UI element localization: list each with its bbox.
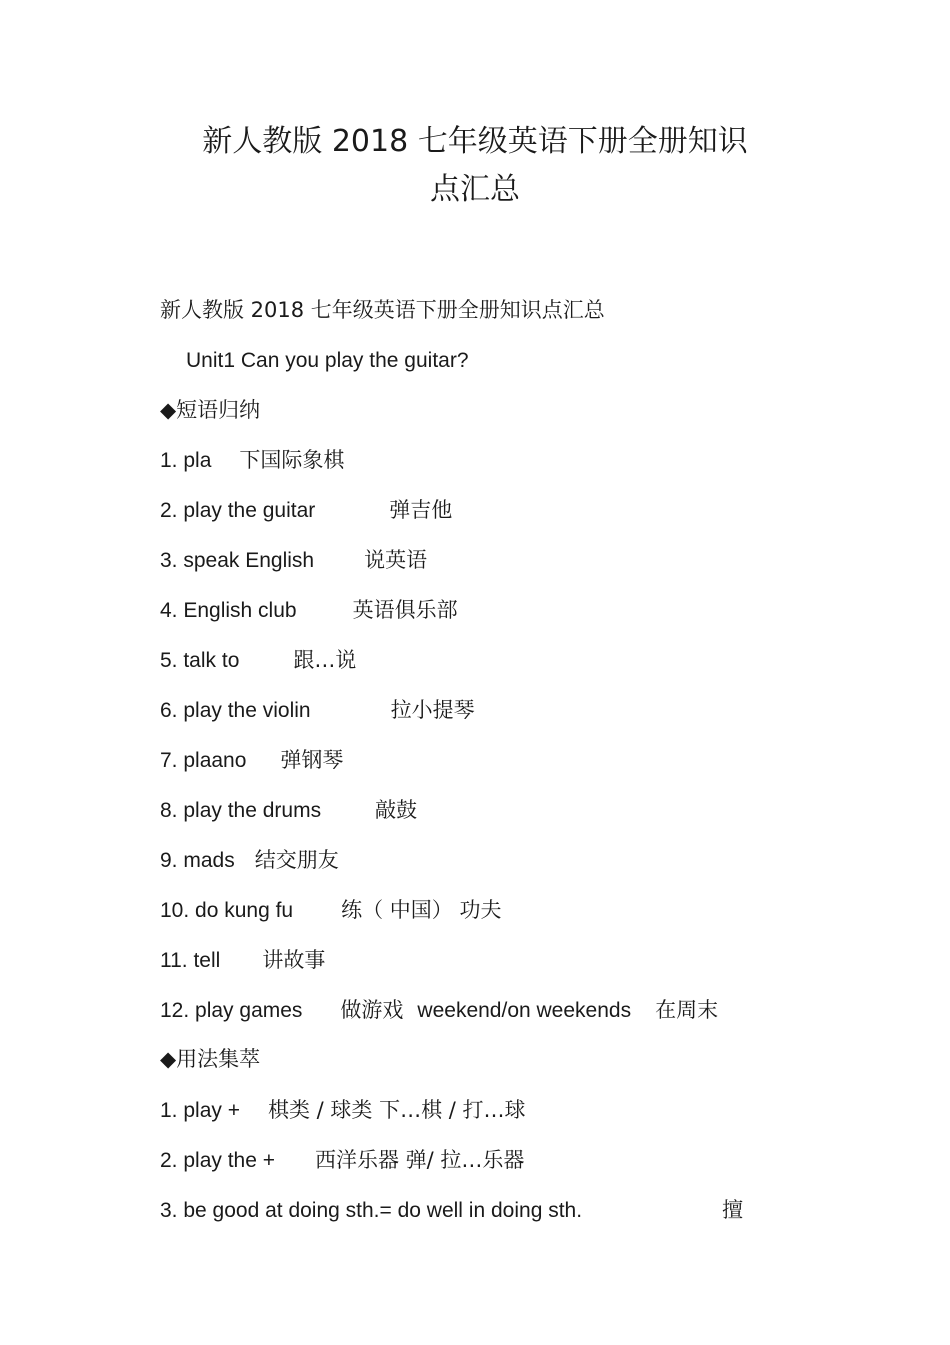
usage-en: 2. play the + — [160, 1149, 275, 1172]
phrase-en: 6. play the violin — [160, 699, 311, 722]
phrase-en: 8. play the drums — [160, 799, 322, 822]
phrase-en: 4. English club — [160, 599, 297, 622]
phrase-zh: 练（ 中国） 功夫 — [341, 898, 502, 922]
title-line-2: 点汇总 — [430, 172, 520, 207]
phrase-en: 3. speak English — [160, 549, 315, 572]
phrase-zh: 敲鼓 — [375, 798, 418, 822]
list-item — [160, 996, 718, 1025]
phrase-en: 2. play the guitar — [160, 499, 316, 522]
usage-zh: 棋类 / 球类 下…棋 / 打…球 — [267, 1098, 526, 1122]
phrase-zh: 做游戏 — [340, 998, 404, 1022]
phrase-en: 10. do kung fu — [160, 899, 294, 922]
usage-en: 3. be good at doing sth.= do well in doing sth. — [160, 1199, 583, 1222]
list-item — [160, 1196, 743, 1225]
section-heading-phrases: ◆短语归纳 — [160, 398, 261, 422]
phrase-zh: 英语俱乐部 — [352, 598, 458, 622]
title-line-1: 新人教版 2018 七年级英语下册全册知识 — [202, 124, 748, 159]
phrase-zh: 跟…说 — [293, 648, 357, 672]
phrase-en: 1. pla — [160, 449, 212, 472]
list-item — [160, 596, 458, 625]
phrase-en: 11. tell — [160, 949, 221, 972]
list-item — [160, 896, 501, 925]
list-item — [160, 796, 417, 825]
usage-zh: 擅 — [722, 1198, 744, 1222]
list-item — [160, 746, 343, 775]
list-item — [160, 946, 325, 975]
list-item — [160, 546, 427, 575]
list-item — [160, 1146, 524, 1175]
subtitle: 新人教版 2018 七年级英语下册全册知识点汇总 — [160, 298, 605, 322]
phrase-zh: 弹钢琴 — [280, 748, 344, 772]
phrase-zh: 讲故事 — [262, 948, 326, 972]
phrase-zh: 弹吉他 — [389, 498, 453, 522]
phrase-extra-en: weekend/on weekends — [417, 999, 632, 1022]
list-item — [160, 846, 339, 875]
phrase-zh: 说英语 — [364, 548, 428, 572]
phrase-zh: 下国际象棋 — [239, 448, 345, 472]
usage-en: 1. play + — [160, 1099, 240, 1122]
list-item — [160, 696, 475, 725]
list-item — [160, 446, 344, 475]
phrase-en: 5. talk to — [160, 649, 240, 672]
usage-zh: 西洋乐器 弹/ 拉…乐器 — [315, 1148, 525, 1172]
unit-heading: Unit1 Can you play the guitar? — [186, 349, 469, 372]
phrase-zh: 结交朋友 — [254, 848, 339, 872]
phrase-extra-zh: 在周末 — [655, 998, 719, 1022]
phrase-zh: 拉小提琴 — [390, 698, 475, 722]
phrase-en: 9. mads — [160, 849, 235, 872]
section-heading-usage: ◆用法集萃 — [160, 1047, 261, 1071]
phrase-en: 7. plaano — [160, 749, 247, 772]
list-item — [160, 496, 452, 525]
list-item — [160, 646, 356, 675]
list-item — [160, 1096, 526, 1125]
phrase-en: 12. play games — [160, 999, 303, 1022]
